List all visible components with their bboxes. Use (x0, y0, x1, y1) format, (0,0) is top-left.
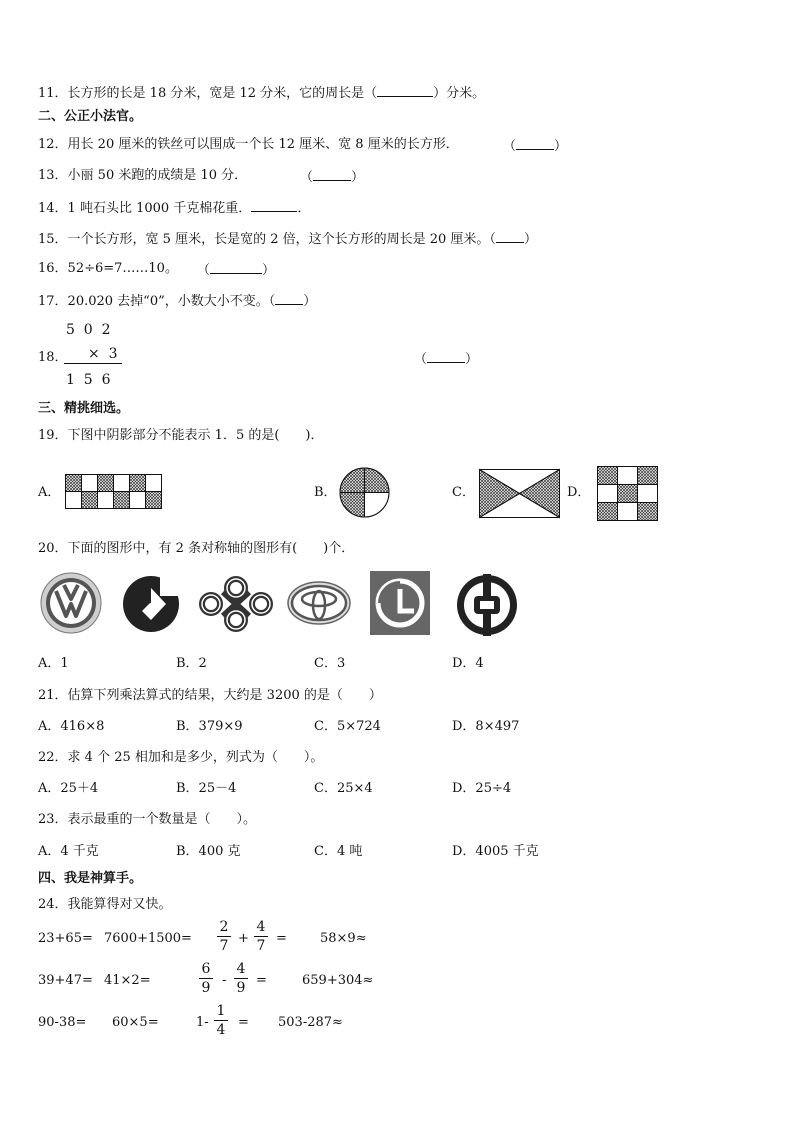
question-number: 21． (38, 688, 68, 703)
option-d[interactable]: D．4005 千克 (452, 844, 539, 859)
option-c[interactable]: C．5×724 (314, 719, 381, 734)
option-b[interactable]: B．400 克 (176, 844, 241, 859)
question-22 (38, 750, 323, 766)
question-text: 52÷6=7……10。 (67, 261, 178, 276)
option-d[interactable]: D．8×497 (452, 719, 520, 734)
fraction-bar (217, 936, 231, 937)
calc-item: 659+304≈ (302, 973, 374, 988)
fraction-bar (254, 936, 268, 937)
answer-blank[interactable] (516, 137, 554, 150)
fraction-bar (199, 978, 213, 979)
question-number: 13． (38, 168, 68, 183)
china-everbright-logo-icon (370, 571, 430, 635)
product: 1 5 6 (66, 372, 111, 388)
calc-item: 23+65= (38, 931, 93, 946)
numerator: 2 (219, 919, 229, 935)
option-d[interactable]: D．25÷4 (452, 781, 512, 796)
calc-line (64, 363, 122, 364)
calc-item: 90-38= (38, 1015, 87, 1030)
question-text-after: ） (303, 294, 317, 309)
section-3-heading: 三、精挑细选。 (38, 401, 130, 416)
judge-paren-18 (414, 350, 478, 368)
operator: + (238, 931, 249, 946)
answer-blank[interactable] (275, 292, 303, 305)
ccb-logo-icon (122, 574, 180, 634)
numerator: 6 (201, 961, 211, 977)
option-c-rectangle-figure[interactable] (479, 469, 561, 519)
judge-paren-13 (300, 168, 364, 186)
question-16 (38, 261, 178, 277)
section-2-heading: 二、公正小法官。 (38, 109, 143, 124)
question-14 (38, 199, 310, 217)
question-number: 19． (38, 428, 68, 443)
question-number: 24． (38, 897, 68, 912)
answer-blank[interactable] (251, 199, 297, 212)
option-c[interactable]: C．4 吨 (314, 844, 363, 859)
question-number: 20． (38, 541, 68, 556)
question-24 (38, 897, 172, 913)
calc-item: 58×9≈ (320, 931, 367, 946)
paren-open: （ (503, 139, 517, 154)
denominator: 9 (236, 980, 246, 996)
answer-blank[interactable] (427, 350, 465, 363)
option-a-label[interactable]: A． (38, 485, 61, 500)
question-11 (38, 84, 485, 102)
question-text: 长方形的长是 18 分米，宽是 12 分米，它的周长是（ (67, 86, 378, 101)
answer-blank[interactable] (210, 261, 262, 274)
fraction (217, 919, 231, 954)
option-a-grid-figure[interactable] (65, 474, 163, 510)
question-number: 14． (38, 201, 68, 216)
paren-close: ） (465, 352, 479, 367)
question-number: 22． (38, 750, 68, 765)
question-23 (38, 812, 256, 828)
judge-paren-12 (503, 137, 567, 155)
question-text-after: ） (523, 232, 537, 247)
calc-item: 41×2= (104, 973, 151, 988)
option-a[interactable]: A．4 千克 (38, 844, 99, 859)
option-a[interactable]: A．416×8 (38, 719, 105, 734)
option-b-label[interactable]: B． (314, 485, 337, 500)
paren-close: ） (262, 263, 276, 278)
bank-of-china-logo-icon (456, 573, 518, 637)
option-b-circle-figure[interactable] (339, 467, 391, 519)
question-20 (38, 541, 354, 557)
calc-prefix: 1- (196, 1015, 209, 1030)
denominator: 7 (256, 938, 266, 954)
paren-open: （ (197, 263, 211, 278)
question-text-after: ． (297, 201, 311, 216)
equals: = (238, 1015, 249, 1030)
multiplier: × 3 (88, 346, 118, 362)
question-text: 用长 20 厘米的铁丝可以围成一个长 12 厘米、宽 8 厘米的长方形． (67, 137, 459, 152)
option-c[interactable]: C．25×4 (314, 781, 373, 796)
question-number: 12． (38, 137, 68, 152)
question-number: 17． (38, 294, 68, 309)
question-number: 16． (38, 261, 68, 276)
question-12 (38, 137, 459, 153)
option-d-label[interactable]: D． (567, 485, 591, 500)
question-number: 15． (38, 232, 68, 247)
paren-open: （ (414, 352, 428, 367)
calc-item: 39+47= (38, 973, 93, 988)
option-d[interactable]: D．4 (452, 656, 484, 671)
option-a[interactable]: A．25＋4 (38, 781, 99, 796)
option-b[interactable]: B．25－4 (176, 781, 237, 796)
question-17 (38, 292, 316, 310)
multiplicand: 5 0 2 (66, 322, 111, 338)
numerator: 4 (256, 919, 266, 935)
section-4-heading: 四、我是神算手。 (38, 871, 143, 886)
question-15 (38, 230, 537, 248)
option-b[interactable]: B．379×9 (176, 719, 243, 734)
question-number: 11． (38, 86, 68, 101)
denominator: 4 (216, 1022, 226, 1038)
operator: - (222, 973, 227, 988)
question-13 (38, 168, 247, 184)
paren-open: （ (300, 170, 314, 185)
judge-paren-16 (197, 261, 275, 279)
question-text: 表示最重的一个数量是（ ）。 (67, 812, 257, 827)
denominator: 9 (201, 980, 211, 996)
denominator: 7 (219, 938, 229, 954)
calc-item: 60×5= (112, 1015, 159, 1030)
answer-blank[interactable] (313, 168, 351, 181)
option-c-label[interactable]: C． (452, 485, 475, 500)
fraction (254, 919, 268, 954)
calc-item: 503-287≈ (278, 1015, 343, 1030)
question-19 (38, 428, 324, 444)
equals: = (276, 931, 287, 946)
paren-close: ） (554, 139, 568, 154)
fraction-bar (214, 1020, 228, 1021)
question-text: 下图中阴影部分不能表示 1．5 的是( )． (67, 428, 324, 443)
question-text: 下面的图形中，有 2 条对称轴的图形有( )个． (67, 541, 355, 556)
question-text: 估算下列乘法算式的结果，大约是 3200 的是（ ） (67, 688, 382, 703)
question-text: 20.020 去掉“0”，小数大小不变。（ (67, 294, 276, 309)
toyota-logo-icon (286, 580, 352, 626)
question-text: 小丽 50 米跑的成绩是 10 分． (67, 168, 248, 183)
question-text: 求 4 个 25 相加和是多少，列式为（ ）。 (67, 750, 324, 765)
question-21 (38, 688, 382, 704)
question-text: 1 吨石头比 1000 千克棉花重． (67, 201, 252, 216)
question-text: 一个长方形，宽 5 厘米，长是宽的 2 倍，这个长方形的周长是 20 厘米。（ (67, 232, 496, 247)
equals: = (256, 973, 267, 988)
fraction (234, 961, 248, 996)
paren-close: ） (351, 170, 365, 185)
volkswagen-logo-icon (40, 572, 102, 634)
fraction-bar (234, 978, 248, 979)
option-b[interactable]: B．2 (176, 656, 207, 671)
option-d-grid-figure[interactable] (597, 466, 658, 521)
question-18-number: 18． (38, 350, 68, 365)
numerator: 1 (216, 1003, 226, 1019)
fraction (199, 961, 213, 996)
option-c[interactable]: C．3 (314, 656, 346, 671)
numerator: 4 (236, 961, 246, 977)
fraction (214, 1003, 228, 1038)
question-text-after: ）分米。 (433, 86, 486, 101)
option-a[interactable]: A．1 (38, 656, 69, 671)
question-number: 23． (38, 812, 68, 827)
china-unicom-logo-icon (197, 574, 275, 634)
answer-blank[interactable] (377, 84, 433, 97)
question-text: 我能算得对又快。 (67, 897, 172, 912)
calc-item: 7600+1500= (104, 931, 192, 946)
answer-blank[interactable] (496, 230, 524, 243)
